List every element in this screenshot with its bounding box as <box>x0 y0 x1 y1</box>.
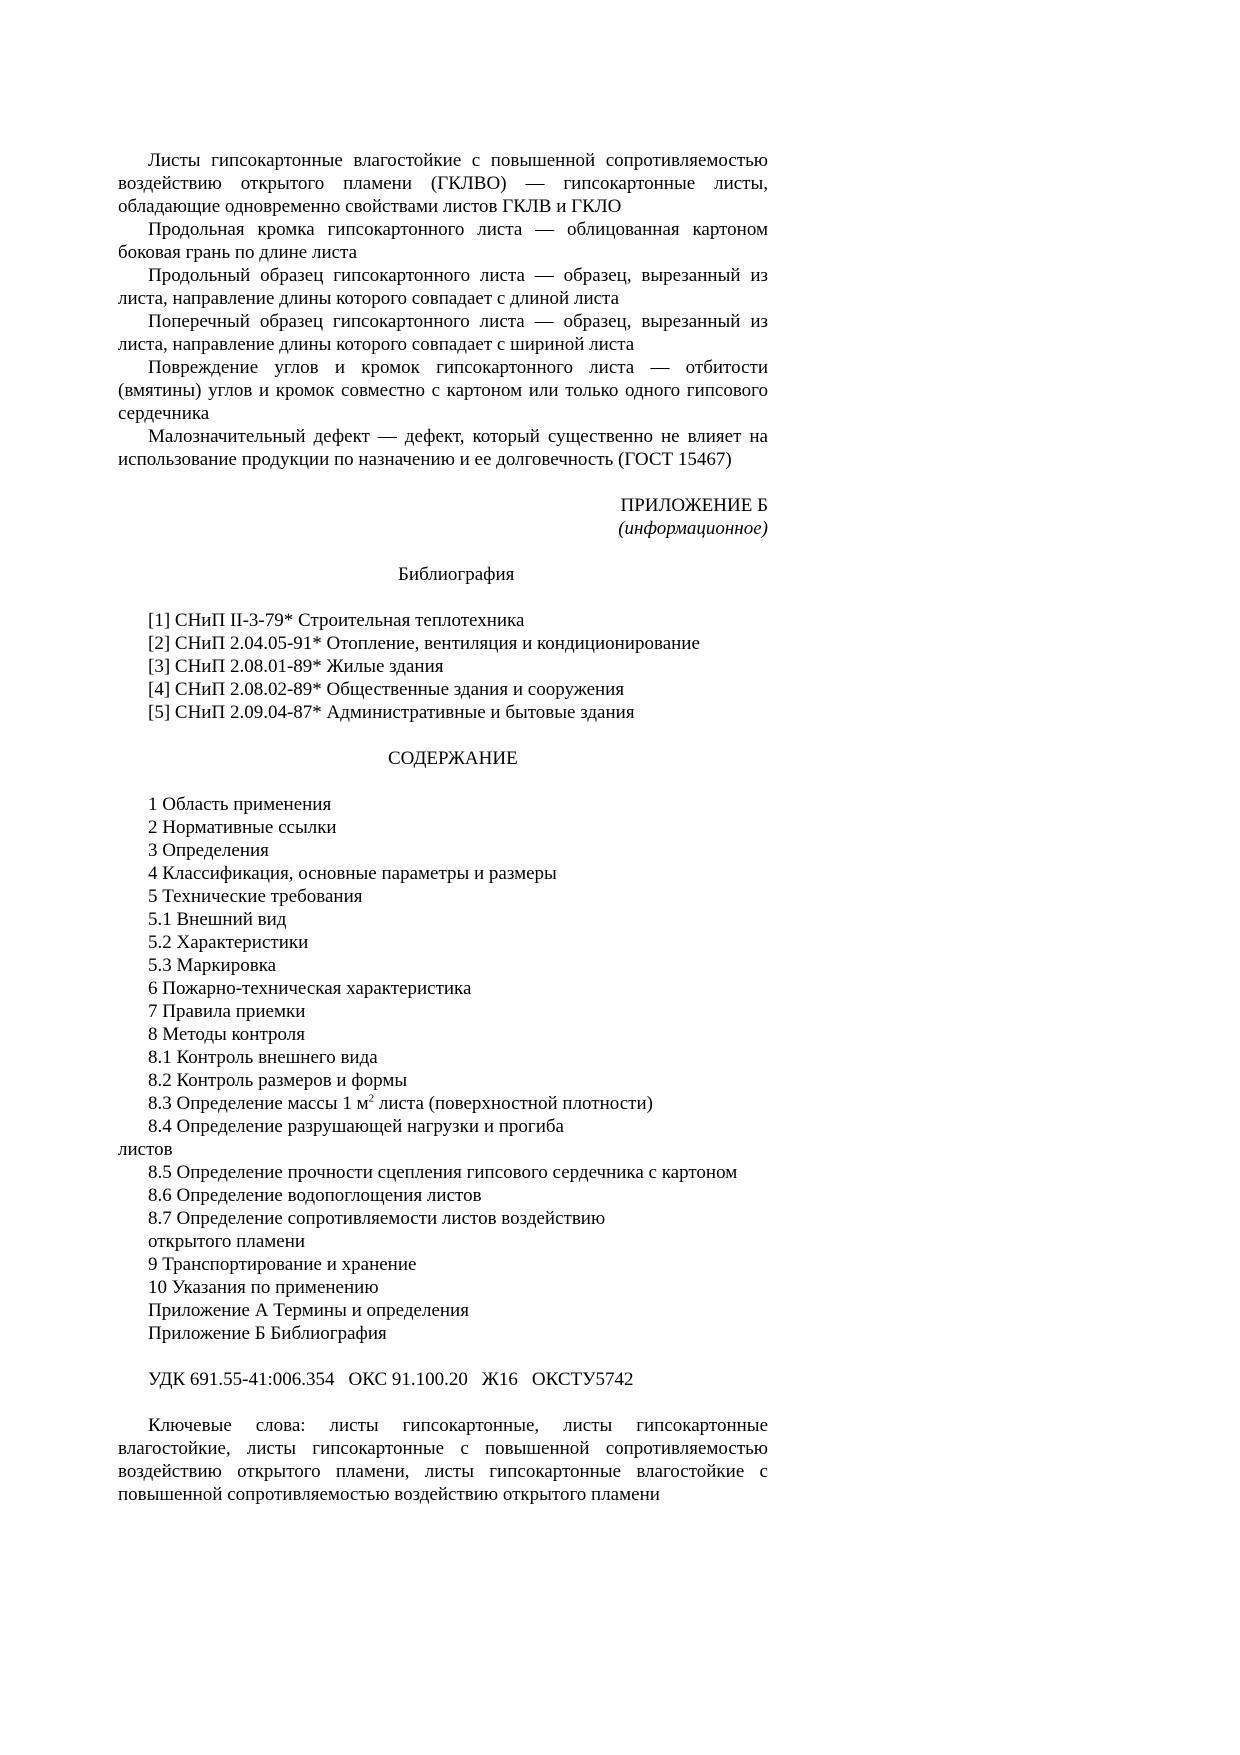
bibliography-item: [2] СНиП 2.04.05-91* Отопление, вентиляция и кондиционирование <box>148 633 700 654</box>
contents-item: 1 Область применения <box>148 794 332 815</box>
bibliography-item: [5] СНиП 2.09.04-87* Административные и бытовые здания <box>148 702 635 723</box>
contents-item-8-3-text: 8.3 Определение массы 1 м <box>148 1093 369 1114</box>
contents-item: 7 Правила приемки <box>148 1001 306 1022</box>
contents-item: 9 Транспортирование и хранение <box>148 1254 417 1275</box>
contents-item: 4 Классификация, основные параметры и размеры <box>148 863 557 884</box>
superscript-2: 2 <box>368 1092 375 1105</box>
definition-longitudinal-edge: Продольная кромка гипсокартонного листа — облицованная картоном боковая грань по длине листа <box>118 219 768 263</box>
definition-corner-damage: Повреждение углов и кромок гипсокартонного листа — отбитости (вмятины) углов и кромок совместно с картоном или только одного гипсового сердечника <box>118 357 768 424</box>
definition-longitudinal-sample: Продольный образец гипсокартонного листа — образец, вырезанный из листа, направление длины которого совпадает с длиной листа <box>118 265 768 309</box>
bibliography-item: [1] СНиП II-3-79* Строительная теплотехника <box>148 610 525 631</box>
definition-gklvo: Листы гипсокартонные влагостойкие с повышенной сопротивляемостью воздействию открытого пламени (ГКЛВО) — гипсокартонные листы, обладающие одновременно свойствами листов ГКЛВ и ГКЛО <box>118 150 768 217</box>
udk-code: УДК 691.55-41:006.354 <box>148 1369 335 1390</box>
appendix-kind: (информационное) <box>618 518 768 539</box>
contents-item: 6 Пожарно-техническая характеристика <box>148 978 472 999</box>
contents-item: Приложение Б Библиография <box>148 1323 387 1344</box>
contents-item-8-3 <box>118 1092 768 1115</box>
document-page <box>118 149 768 1506</box>
contents-item-8-6: 8.6 Определение водопоглощения листов <box>148 1185 482 1206</box>
bibliography-item: [4] СНиП 2.08.02-89* Общественные здания и сооружения <box>148 679 625 700</box>
contents-item-8-4-continuation: листов <box>118 1139 173 1160</box>
okstu-code: ОКСТУ5742 <box>531 1369 634 1390</box>
contents-item: 3 Определения <box>148 840 269 861</box>
contents-list <box>118 793 768 1345</box>
contents-item: 5 Технические требования <box>148 886 363 907</box>
contents-item: 10 Указания по применению <box>148 1277 379 1298</box>
keywords-paragraph: Ключевые слова: листы гипсокартонные, листы гипсокартонные влагостойкие, листы гипсокартонные с повышенной сопротивляемостью воздействию открытого пламени, листы гипсокартонные влагостойкие с повышенной сопротивляемостью воздействию открытого пламени <box>118 1415 768 1505</box>
definitions-section <box>118 149 768 471</box>
bibliography-list <box>118 609 768 724</box>
contents-item-8-7: 8.7 Определение сопротивляемости листов воздействию <box>148 1208 606 1229</box>
bibliography-item: [3] СНиП 2.08.01-89* Жилые здания <box>148 656 444 677</box>
contents-item-8-4: 8.4 Определение разрушающей нагрузки и прогиба <box>148 1116 564 1137</box>
contents-item: 8.1 Контроль внешнего вида <box>148 1047 378 1068</box>
contents-item: 8 Методы контроля <box>148 1024 305 1045</box>
definition-minor-defect: Малозначительный дефект — дефект, который существенно не влияет на использование продукции по назначению и ее долговечность (ГОСТ 15467) <box>118 426 768 470</box>
zh-code: Ж16 <box>481 1369 518 1390</box>
contents-item: 5.3 Маркировка <box>148 955 277 976</box>
bibliography-title: Библиография <box>398 564 515 585</box>
classification-codes <box>118 1368 768 1391</box>
contents-item-8-3-rest: листа (поверхностной плотности) <box>374 1093 653 1114</box>
definition-transverse-sample: Поперечный образец гипсокартонного листа — образец, вырезанный из листа, направление длины которого совпадает с шириной листа <box>118 311 768 355</box>
contents-item: 8.2 Контроль размеров и формы <box>148 1070 408 1091</box>
oks-code: ОКС 91.100.20 <box>348 1369 468 1390</box>
contents-item: Приложение А Термины и определения <box>148 1300 469 1321</box>
contents-title: СОДЕРЖАНИЕ <box>388 748 518 769</box>
appendix-label: ПРИЛОЖЕНИЕ Б <box>620 495 768 516</box>
contents-item-8-7-continuation: открытого пламени <box>148 1231 306 1252</box>
contents-item-8-5: 8.5 Определение прочности сцепления гипсового сердечника с картоном <box>148 1162 738 1183</box>
contents-item: 5.1 Внешний вид <box>148 909 287 930</box>
contents-item: 5.2 Характеристики <box>148 932 309 953</box>
contents-item: 2 Нормативные ссылки <box>148 817 337 838</box>
